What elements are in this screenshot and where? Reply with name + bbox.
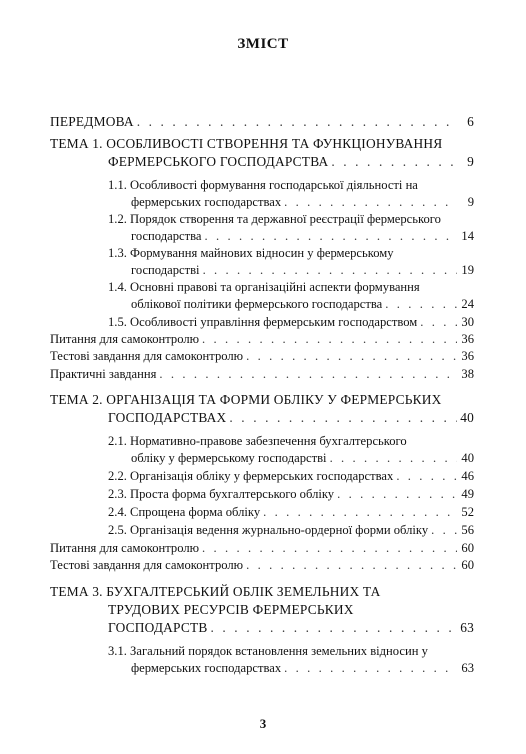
toc-entry-text: ГОСПОДАРСТВ — [108, 620, 208, 635]
dot-leader — [330, 450, 457, 466]
toc-entry-text: обліку у фермерському господарстві — [131, 451, 327, 465]
toc-entry-page: 6 — [467, 114, 474, 129]
dot-leader — [385, 296, 457, 312]
toc-entry-text: облікової політики фермерського господарства — [131, 297, 383, 311]
dot-leader — [331, 154, 457, 170]
dot-leader — [159, 366, 457, 382]
toc-theme-3-title[interactable]: ТЕМА 3. БУХГАЛТЕРСЬКИЙ ОБЛІК ЗЕМЕЛЬНИХ ТА — [50, 584, 381, 599]
toc-entry-page: 14 — [461, 229, 474, 243]
toc-entry-text: фермерських господарствах — [131, 195, 282, 209]
dot-leader — [337, 486, 457, 502]
toc-entry-page: 36 — [461, 349, 474, 363]
toc-entry-2-3[interactable] — [108, 486, 474, 502]
toc-entry-self-check-2[interactable] — [50, 540, 474, 556]
toc-entry-page: 63 — [460, 620, 474, 635]
toc-entry-theme-3[interactable] — [108, 620, 474, 636]
toc-entry-text: ГОСПОДАРСТВАХ — [108, 410, 227, 425]
toc-entry-page: 30 — [461, 315, 474, 329]
toc-entry-text: Питання для самоконтролю — [50, 332, 200, 346]
toc-entry-text: 2.5. Організація ведення журнально-ордерної форми обліку — [108, 523, 429, 537]
toc-entry-1-2[interactable] — [131, 228, 474, 244]
toc-entry-2-4[interactable] — [108, 504, 474, 520]
toc-entry-text: 2.2. Організація обліку у фермерських господарствах — [108, 469, 394, 483]
toc-entry-foreword[interactable] — [50, 114, 474, 130]
toc-entry-page: 38 — [461, 367, 474, 381]
toc-entry-1-3-line1[interactable]: 1.3. Формування майнових відносин у фермерському — [108, 246, 394, 260]
dot-leader — [204, 228, 457, 244]
toc-entry-page: 40 — [461, 451, 474, 465]
toc-entry-theme-1[interactable] — [108, 154, 474, 170]
toc-entry-text: 2.3. Проста форма бухгалтерського обліку — [108, 487, 335, 501]
toc-entry-page: 56 — [461, 523, 474, 537]
toc-entry-text: ПЕРЕДМОВА — [50, 114, 134, 129]
toc-entry-3-1[interactable] — [131, 660, 474, 676]
toc-entry-text: Питання для самоконтролю — [50, 541, 200, 555]
toc-entry-theme-2[interactable] — [108, 410, 474, 426]
dot-leader — [396, 468, 457, 484]
toc-entry-1-2-line1[interactable]: 1.2. Порядок створення та державної реєстрації фермерського — [108, 212, 441, 226]
dot-leader — [263, 504, 457, 520]
toc-entry-page: 52 — [461, 505, 474, 519]
toc-entry-2-2[interactable] — [108, 468, 474, 484]
dot-leader — [203, 262, 457, 278]
dot-leader — [229, 410, 457, 426]
toc-entry-2-1-line1[interactable]: 2.1. Нормативно-правове забезпечення бухгалтерського — [108, 434, 407, 448]
page-number: 3 — [259, 716, 267, 731]
toc-entry-page: 49 — [461, 487, 474, 501]
toc-theme-2-title[interactable]: ТЕМА 2. ОРГАНІЗАЦІЯ ТА ФОРМИ ОБЛІКУ У ФЕРМЕРСЬКИХ — [50, 392, 442, 407]
dot-leader — [211, 620, 457, 636]
toc-theme-3-title-line2[interactable]: ТРУДОВИХ РЕСУРСІВ ФЕРМЕРСЬКИХ — [108, 602, 354, 617]
dot-leader — [420, 314, 457, 330]
toc-entry-1-4[interactable] — [131, 296, 474, 312]
toc-entry-page: 60 — [461, 558, 474, 572]
toc-entry-1-4-line1[interactable]: 1.4. Основні правові та організаційні аспекти формування — [108, 280, 420, 294]
toc-entry-page: 24 — [461, 297, 474, 311]
toc-entry-text: фермерських господарствах — [131, 661, 282, 675]
dot-leader — [284, 194, 457, 210]
toc-entry-text: Практичні завдання — [50, 367, 157, 381]
dot-leader — [137, 114, 457, 130]
toc-entry-page: 46 — [461, 469, 474, 483]
dot-leader — [246, 348, 457, 364]
toc-entry-3-1-line1[interactable]: 3.1. Загальний порядок встановлення земельних відносин у — [108, 644, 428, 658]
toc-entry-1-1-line1[interactable]: 1.1. Особливості формування господарської діяльності на — [108, 178, 418, 192]
toc-entry-page: 9 — [467, 154, 474, 169]
toc-entry-text: Тестові завдання для самоконтролю — [50, 558, 244, 572]
dot-leader — [246, 557, 457, 573]
toc-entry-tests-2[interactable] — [50, 557, 474, 573]
toc-entry-text: ФЕРМЕРСЬКОГО ГОСПОДАРСТВА — [108, 154, 329, 169]
toc-entry-tests-1[interactable] — [50, 348, 474, 364]
toc-entry-practice-1[interactable] — [50, 366, 474, 382]
dot-leader — [431, 522, 457, 538]
dot-leader — [202, 540, 457, 556]
toc-entry-2-1[interactable] — [131, 450, 474, 466]
toc-entry-text: господарства — [131, 229, 202, 243]
toc-entry-text: господарстві — [131, 263, 200, 277]
toc-entry-page: 9 — [467, 195, 474, 209]
toc-entry-page: 36 — [461, 332, 474, 346]
toc-heading: ЗМІСТ — [237, 36, 289, 52]
toc-entry-self-check-1[interactable] — [50, 331, 474, 347]
toc-entry-page: 63 — [461, 661, 474, 675]
toc-entry-1-3[interactable] — [131, 262, 474, 278]
toc-entry-1-1[interactable] — [131, 194, 474, 210]
toc-entry-text: 1.5. Особливості управління фермерським господарством — [108, 315, 418, 329]
toc-entry-text: 2.4. Спрощена форма обліку — [108, 505, 261, 519]
toc-entry-2-5[interactable] — [108, 522, 474, 538]
toc-entry-page: 40 — [460, 410, 474, 425]
toc-entry-page: 19 — [461, 263, 474, 277]
dot-leader — [202, 331, 457, 347]
toc-theme-1-title[interactable]: ТЕМА 1. ОСОБЛИВОСТІ СТВОРЕННЯ ТА ФУНКЦІОНУВАННЯ — [50, 136, 443, 151]
toc-entry-text: Тестові завдання для самоконтролю — [50, 349, 244, 363]
toc-entry-1-5[interactable] — [108, 314, 474, 330]
toc-entry-page: 60 — [461, 541, 474, 555]
dot-leader — [284, 660, 457, 676]
